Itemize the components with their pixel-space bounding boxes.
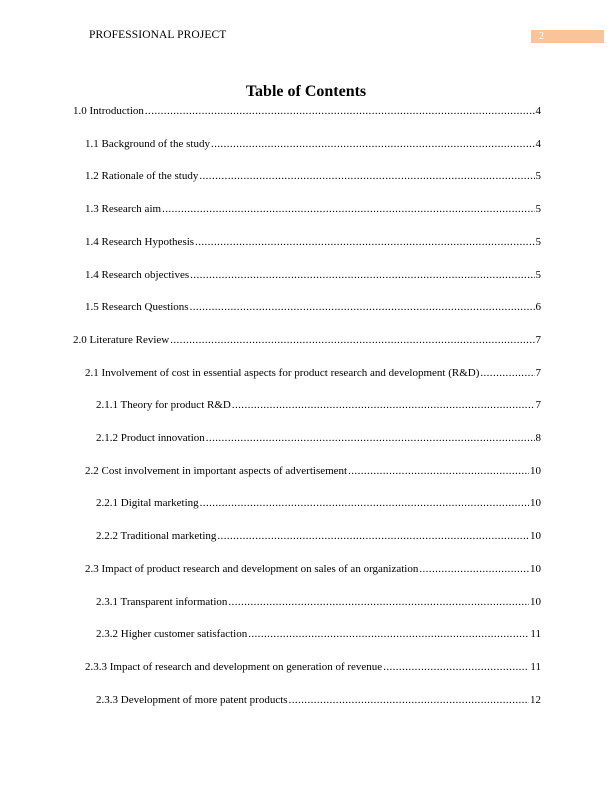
toc-entry-label: 2.2.1 Digital marketing bbox=[96, 497, 199, 510]
toc-dot-leader bbox=[211, 137, 535, 151]
toc-entry-page: 4 bbox=[535, 137, 541, 150]
toc-dot-leader bbox=[200, 496, 529, 510]
toc-entry-label: 2.1.1 Theory for product R&D bbox=[96, 399, 231, 412]
toc-entry[interactable] bbox=[85, 300, 541, 314]
toc-entry[interactable] bbox=[96, 693, 541, 707]
toc-dot-leader bbox=[195, 235, 534, 249]
toc-entry-label: 1.4 Research objectives bbox=[85, 268, 190, 281]
toc-entry[interactable] bbox=[85, 660, 541, 674]
toc-entry-label: 2.3.2 Higher customer satisfaction bbox=[96, 628, 248, 641]
toc-dot-leader bbox=[289, 693, 529, 707]
toc-entry-page: 10 bbox=[530, 595, 541, 608]
toc-entry-page: 12 bbox=[530, 693, 541, 706]
toc-dot-leader bbox=[419, 562, 529, 576]
toc-entry-page: 4 bbox=[535, 105, 541, 117]
toc-dot-leader bbox=[232, 398, 535, 412]
toc-entry[interactable] bbox=[96, 496, 541, 510]
toc-entry-label: 2.1 Involvement of cost in essential aspects for product research and development (R&D) bbox=[85, 366, 480, 379]
toc-entry-page: 7 bbox=[535, 333, 541, 346]
toc-dot-leader bbox=[145, 104, 535, 118]
toc-entry[interactable] bbox=[85, 137, 541, 151]
toc-entry[interactable] bbox=[85, 464, 541, 478]
toc-entry[interactable] bbox=[96, 595, 541, 609]
page-number-badge: 2 bbox=[531, 30, 604, 43]
toc-dot-leader bbox=[206, 431, 535, 445]
toc-dot-leader bbox=[383, 660, 529, 674]
toc-dot-leader bbox=[199, 169, 534, 183]
toc-entry[interactable] bbox=[85, 202, 541, 216]
toc-entry-page: 10 bbox=[530, 497, 541, 510]
toc-entry-label: 2.3 Impact of product research and development on sales of an organization bbox=[85, 562, 419, 575]
toc-dot-leader bbox=[190, 300, 535, 314]
toc-entry[interactable] bbox=[85, 268, 541, 282]
toc-entry-label: 2.3.3 Development of more patent products bbox=[96, 693, 288, 706]
toc-entry-page: 5 bbox=[535, 203, 541, 216]
toc-entry[interactable] bbox=[85, 235, 541, 249]
toc-entry-page: 5 bbox=[535, 235, 541, 248]
toc-entry-label: 2.1.2 Product innovation bbox=[96, 432, 205, 444]
toc-entry-label: 2.0 Literature Review bbox=[73, 333, 170, 346]
toc-dot-leader bbox=[217, 529, 529, 543]
toc-entry-page: 10 bbox=[530, 530, 541, 543]
toc-dot-leader bbox=[170, 333, 534, 347]
toc-entry-page: 11 bbox=[530, 628, 541, 641]
toc-entry-label: 1.5 Research Questions bbox=[85, 301, 189, 314]
toc-entry-label: 1.4 Research Hypothesis bbox=[85, 235, 195, 248]
running-header-title: PROFESSIONAL PROJECT bbox=[89, 29, 227, 41]
toc-entry-label: 2.2.2 Traditional marketing bbox=[96, 530, 217, 543]
toc-entry-label: 1.0 Introduction bbox=[73, 105, 144, 117]
toc-entry-page: 10 bbox=[530, 562, 541, 575]
toc-entry-page: 10 bbox=[530, 464, 541, 477]
toc-entry[interactable] bbox=[85, 366, 541, 380]
toc-entry-page: 7 bbox=[535, 366, 541, 379]
toc-entry-label: 2.2 Cost involvement in important aspects of advertisement bbox=[85, 464, 348, 477]
toc-entry[interactable] bbox=[85, 169, 541, 183]
toc-entry-label: 2.3.1 Transparent information bbox=[96, 595, 228, 608]
toc-dot-leader bbox=[348, 464, 529, 478]
toc-entry[interactable] bbox=[85, 562, 541, 576]
toc-entry-label: 2.3.3 Impact of research and development on generation of revenue bbox=[85, 660, 383, 673]
toc-dot-leader bbox=[248, 627, 529, 641]
toc-entry[interactable] bbox=[96, 431, 541, 445]
toc-entry-page: 5 bbox=[535, 268, 541, 281]
toc-dot-leader bbox=[190, 268, 534, 282]
toc-entry-page: 6 bbox=[535, 301, 541, 314]
toc-entry[interactable] bbox=[73, 333, 541, 347]
toc-entry-label: 1.2 Rationale of the study bbox=[85, 170, 199, 183]
toc-entry-label: 1.1 Background of the study bbox=[85, 137, 210, 150]
toc-entry-page: 5 bbox=[535, 170, 541, 183]
toc-entry-page: 8 bbox=[535, 432, 541, 444]
toc-entry-page: 7 bbox=[535, 399, 541, 412]
toc-entry[interactable] bbox=[96, 627, 541, 641]
toc-entry[interactable] bbox=[73, 104, 541, 118]
toc-title: Table of Contents bbox=[245, 83, 367, 100]
toc-entry[interactable] bbox=[96, 529, 541, 543]
toc-entry-page: 11 bbox=[530, 660, 541, 673]
toc-entry-label: 1.3 Research aim bbox=[85, 203, 162, 216]
toc-entry[interactable] bbox=[96, 398, 541, 412]
toc-dot-leader bbox=[162, 202, 534, 216]
toc-dot-leader bbox=[228, 595, 529, 609]
toc-dot-leader bbox=[480, 366, 534, 380]
